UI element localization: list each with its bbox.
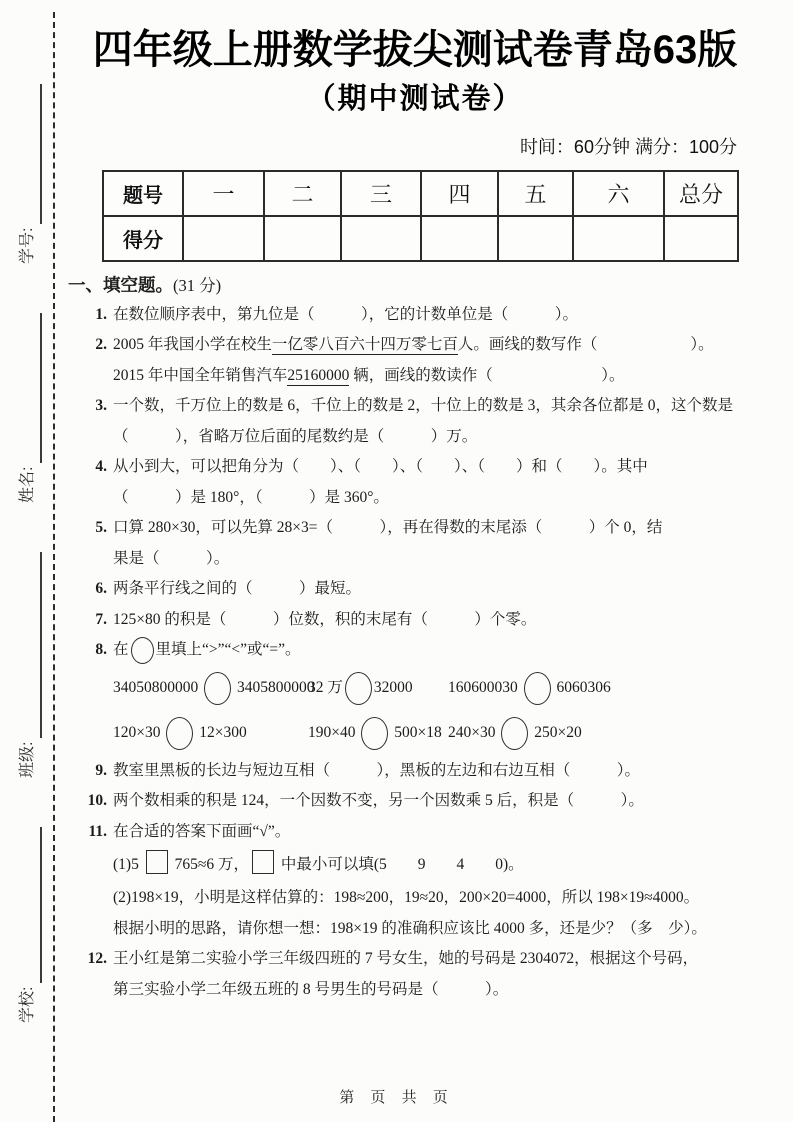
question-text: 6060306: [552, 678, 611, 696]
score-table-score-row: [103, 216, 738, 261]
student-number-fill-line: [40, 84, 42, 224]
question-text: (1)5: [113, 856, 143, 874]
score-header-cell: 题号: [103, 171, 183, 216]
score-header-cell: 总分: [664, 171, 738, 216]
question-text: 12×300: [195, 723, 247, 741]
question-text: 500×18: [390, 723, 442, 741]
score-table: [102, 170, 739, 262]
question-text: 190×40: [308, 723, 360, 741]
comparison-circle: [166, 717, 193, 750]
question-line: [60, 513, 770, 544]
question-text: 2005 年我国小学在校生: [113, 336, 272, 354]
score-cell: [498, 216, 573, 261]
question-text: （ ）是 180°，（ ）是 360°。: [113, 488, 389, 506]
score-cell: [183, 216, 264, 261]
question-text: 34050800000: [113, 678, 203, 696]
score-row-label: 得分: [103, 216, 183, 261]
question-text: 250×20: [530, 723, 582, 741]
question-number: 6.: [95, 580, 107, 598]
question-text: 120×30: [113, 723, 165, 741]
question-continuation-line: [60, 544, 770, 575]
underlined-text: 25160000: [287, 366, 350, 384]
name-label: 姓名:: [19, 466, 36, 503]
question-number: 7.: [95, 610, 107, 628]
question-number: 9.: [95, 761, 107, 779]
score-header-cell: 三: [341, 171, 421, 216]
question-text: 两条平行线之间的（ ）最短。: [113, 580, 362, 598]
exam-paper: [60, 0, 770, 1005]
question-number: 4.: [95, 458, 107, 476]
question-continuation-line: [60, 914, 770, 945]
score-cell: [341, 216, 421, 261]
exam-meta: 时间：60分钟 满分：100分: [519, 136, 737, 157]
question-line: [60, 452, 770, 483]
section-heading-title: 一、填空题。: [68, 274, 173, 295]
question-text: 160600030: [448, 678, 522, 696]
score-header-cell: 六: [573, 171, 664, 216]
question-line: [60, 300, 770, 331]
comparison-circle: [524, 672, 551, 705]
school-label: 学校:: [19, 986, 36, 1023]
question-text: 果是（ ）。: [113, 549, 230, 567]
comparison-circle: [501, 717, 528, 750]
school-fill-line: [40, 827, 42, 983]
question-text: (2)198×19，小明是这样估算的：198≈200，19≈20，200×20=4000，所以 198×19≈4000。: [113, 889, 700, 907]
question-text: （ ），省略万位后面的尾数约是（ ）万。: [113, 427, 478, 445]
comparison-item: [113, 717, 308, 750]
student-number-label: 学号:: [19, 227, 36, 264]
question-text: 765≈6 万，: [170, 856, 249, 874]
student-info-sidebar: [7, 82, 49, 1023]
question-number: 1.: [95, 305, 107, 323]
comparison-row: [60, 666, 770, 711]
score-header-cell: 二: [264, 171, 341, 216]
question-number: 8.: [95, 641, 107, 659]
question-line: [60, 944, 770, 975]
question-text: 2015 年中国全年销售汽车: [113, 366, 288, 384]
question-text: 王小红是第二实验小学三年级四班的 7 号女生，她的号码是 2304072，根据这个号码，: [113, 950, 699, 968]
question-line: [60, 574, 770, 605]
name-fill-line: [40, 313, 42, 463]
binding-cut-line: [53, 12, 55, 1122]
question-text: 两个数相乘的积是 124，一个因数不变，另一个因数乘 5 后，积是（ ）。: [113, 792, 644, 810]
question-continuation-line: [60, 422, 770, 453]
question-text: 在数位顺序表中，第九位是（ ），它的计数单位是（ ）。: [113, 305, 579, 323]
comparison-circle: [204, 672, 231, 705]
score-cell: [573, 216, 664, 261]
question-text: 在: [113, 641, 129, 659]
comparison-circle: [345, 672, 372, 705]
score-cell: [664, 216, 738, 261]
question-line: [60, 605, 770, 636]
question-text: 在合适的答案下面画“√”。: [113, 822, 291, 840]
question-line: [60, 756, 770, 787]
question-text: 一个数，千万位上的数是 6，千位上的数是 2，十位上的数是 3，其余各位都是 0，这个数是: [113, 397, 734, 415]
question-continuation-line: [60, 975, 770, 1006]
question-continuation-line: [60, 483, 770, 514]
underlined-text: 一亿零八百六十四万零七百: [271, 336, 458, 354]
footer-page-label: 第 页 共 页: [339, 1089, 454, 1106]
comparison-item: [113, 672, 315, 705]
comparison-circle: [361, 717, 388, 750]
question-continuation-line: [60, 847, 770, 883]
question-number: 10.: [87, 792, 107, 810]
answer-box: [146, 850, 168, 874]
question-number: 2.: [95, 336, 107, 354]
score-header-cell: 四: [421, 171, 498, 216]
question-line: [60, 817, 770, 848]
question-text: 中最小可以填(5 9 4 0)。: [276, 856, 524, 874]
question-line: [60, 635, 770, 666]
question-text: 3405800000: [233, 678, 315, 696]
sidebar-field-class: [7, 550, 49, 778]
section-heading: [68, 275, 770, 296]
comparison-item: [308, 717, 448, 750]
question-line: [60, 330, 770, 361]
comparison-item: [448, 717, 770, 750]
question-line: [60, 391, 770, 422]
question-line: [60, 786, 770, 817]
score-cell: [264, 216, 341, 261]
question-text: 里填上“>”“<”或“=”。: [155, 641, 301, 659]
section-heading-score: (31 分): [173, 275, 222, 295]
page-title: 四年级上册数学拔尖测试卷青岛63版: [92, 28, 738, 72]
score-cell: [421, 216, 498, 261]
score-header-cell: 五: [498, 171, 573, 216]
comparison-item: [308, 672, 448, 705]
class-label: 班级:: [19, 741, 36, 778]
question-text: 从小到大，可以把角分为（ ）、（ ）、（ ）、（ ）和（ ）。其中: [113, 458, 648, 476]
sidebar-field-name: [7, 311, 49, 503]
question-text: 辆，画线的数读作（ ）。: [349, 366, 625, 384]
question-text: 第三实验小学二年级五班的 8 号男生的号码是（ ）。: [113, 980, 509, 998]
sidebar-field-school: [7, 825, 49, 1023]
question-text: 125×80 的积是（ ）位数，积的末尾有（ ）个零。: [113, 610, 537, 628]
question-text: 教室里黑板的长边与短边互相（ ），黑板的左边和右边互相（ ）。: [113, 761, 641, 779]
question-text: 根据小明的思路，请你想一想：198×19 的准确积应该比 4000 多，还是少？（多 少）。: [113, 919, 707, 937]
question-number: 5.: [95, 519, 107, 537]
question-text: 人。画线的数写作（ ）。: [457, 336, 714, 354]
question-text: 32000: [373, 678, 413, 696]
score-table-header-row: [103, 171, 738, 216]
page-subtitle: （期中测试卷）: [306, 83, 524, 115]
answer-box: [252, 850, 274, 874]
question-number: 3.: [95, 397, 107, 415]
comparison-circle: [131, 637, 154, 664]
comparison-item: [448, 672, 770, 705]
score-header-cell: 一: [183, 171, 264, 216]
questions: [60, 300, 770, 1006]
sidebar-field-student-number: [7, 82, 49, 264]
class-fill-line: [40, 552, 42, 738]
question-text: 240×30: [448, 723, 500, 741]
question-text: 口算 280×30，可以先算 28×3=（ ），再在得数的末尾添（ ）个 0，结: [113, 519, 663, 537]
question-number: 11.: [88, 822, 107, 840]
question-continuation-line: [60, 883, 770, 914]
question-text: 32 万: [308, 678, 343, 696]
comparison-row: [60, 711, 770, 756]
question-continuation-line: [60, 361, 770, 392]
question-number: 12.: [87, 950, 107, 968]
